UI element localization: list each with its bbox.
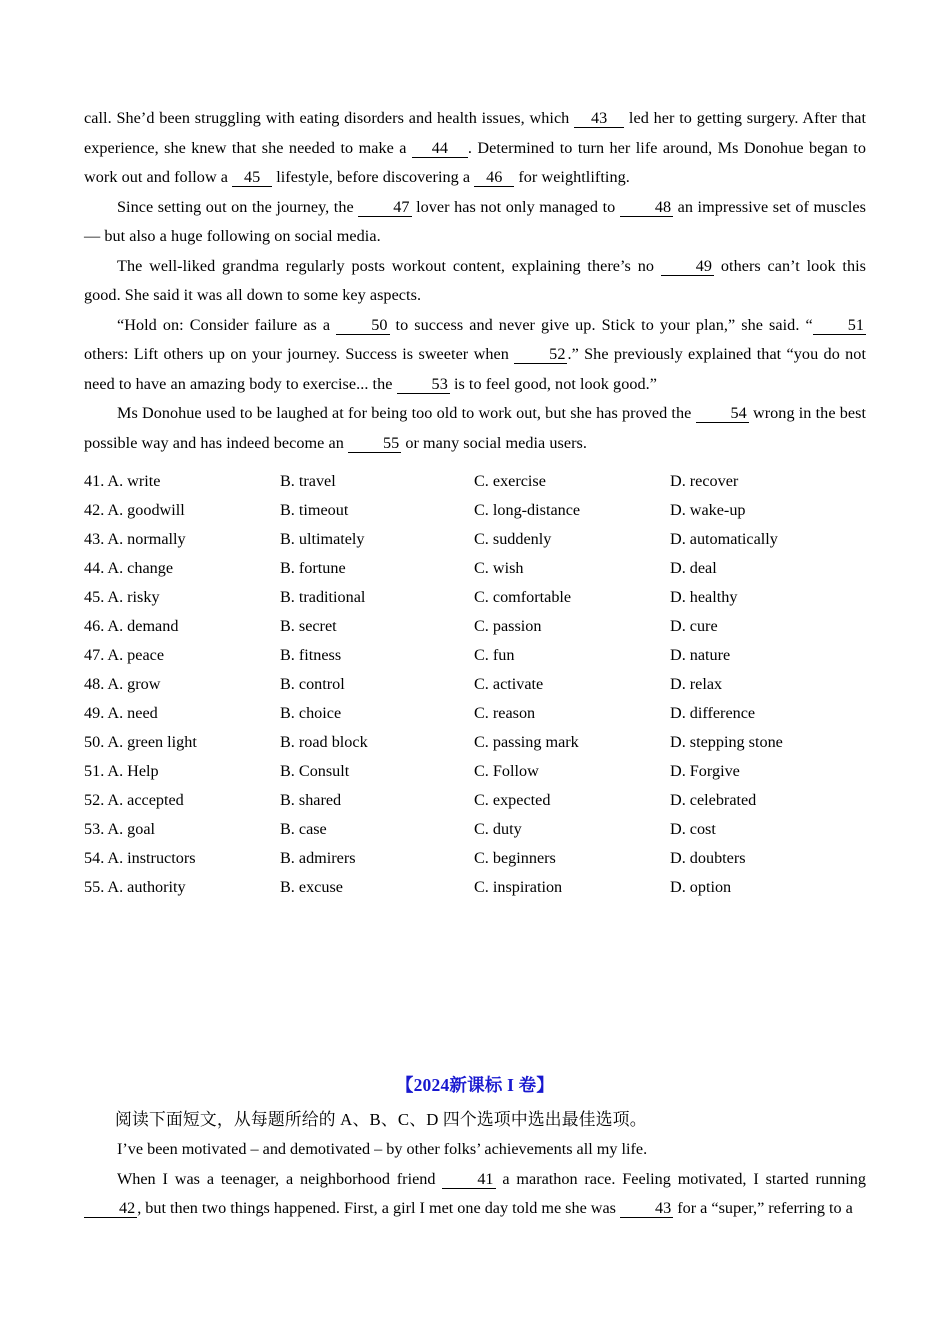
option-b-55[interactable]: B. excuse — [280, 878, 343, 896]
option-c-41[interactable]: C. exercise — [474, 472, 546, 490]
option-b-49[interactable]: B. choice — [280, 704, 342, 722]
next-passage-body — [84, 1135, 866, 1224]
option-b-42[interactable]: B. timeout — [280, 501, 349, 519]
option-row — [84, 670, 866, 699]
option-row — [84, 525, 866, 554]
blank-47[interactable]: 47 — [358, 199, 411, 217]
option-b-50[interactable]: B. road block — [280, 733, 368, 751]
option-a-54[interactable]: 54. A. instructors — [84, 849, 196, 867]
option-c-53[interactable]: C. duty — [474, 820, 522, 838]
blank-42[interactable]: 42 — [84, 1200, 137, 1218]
option-d-41[interactable]: D. recover — [670, 472, 739, 490]
option-c-45[interactable]: C. comfortable — [474, 588, 572, 606]
option-a-46[interactable]: 46. A. demand — [84, 617, 179, 635]
section-heading-2024: 【2024新课标 I 卷】 — [395, 1075, 555, 1095]
blank-45[interactable]: 45 — [232, 169, 272, 187]
option-a-47[interactable]: 47. A. peace — [84, 646, 165, 664]
option-c-51[interactable]: C. Follow — [474, 762, 539, 780]
option-d-51[interactable]: D. Forgive — [670, 762, 740, 780]
option-row — [84, 699, 866, 728]
option-b-51[interactable]: B. Consult — [280, 762, 350, 780]
option-c-44[interactable]: C. wish — [474, 559, 524, 577]
blank-51[interactable]: 51 — [813, 317, 866, 335]
option-a-50[interactable]: 50. A. green light — [84, 733, 197, 751]
option-row — [84, 641, 866, 670]
p-motivated: I’ve been motivated – and demotivated – by other folks’ achievements all my life. — [117, 1140, 648, 1158]
option-a-41[interactable]: 41. A. write — [84, 472, 161, 490]
option-a-45[interactable]: 45. A. risky — [84, 588, 160, 606]
option-a-51[interactable]: 51. A. Help — [84, 762, 159, 780]
document-page — [84, 104, 866, 1224]
p-teenager: When I was a teenager, a neighborhood friend 41 a marathon race. Feeling motivated, I started running 42 , but then two things happened. First, a girl I met one day told me she was 43 for a “super,” referring to a — [84, 1165, 866, 1224]
option-c-48[interactable]: C. activate — [474, 675, 544, 693]
option-row — [84, 583, 866, 612]
blank-55[interactable]: 55 — [348, 435, 401, 453]
option-a-48[interactable]: 48. A. grow — [84, 675, 161, 693]
option-b-54[interactable]: B. admirers — [280, 849, 356, 867]
option-c-55[interactable]: C. inspiration — [474, 878, 563, 896]
option-row — [84, 612, 866, 641]
option-b-43[interactable]: B. ultimately — [280, 530, 365, 548]
instruction-line: 阅读下面短文，从每题所给的 A、B、C、D 四个选项中选出最佳选项。 — [115, 1110, 647, 1129]
blank-43[interactable]: 43 — [574, 110, 624, 128]
option-c-54[interactable]: C. beginners — [474, 849, 556, 867]
option-a-49[interactable]: 49. A. need — [84, 704, 158, 722]
option-c-42[interactable]: C. long-distance — [474, 501, 581, 519]
option-d-43[interactable]: D. automatically — [670, 530, 778, 548]
option-b-48[interactable]: B. control — [280, 675, 345, 693]
option-row — [84, 467, 866, 496]
option-a-55[interactable]: 55. A. authority — [84, 878, 186, 896]
cloze-passage-body — [84, 104, 866, 458]
option-b-53[interactable]: B. case — [280, 820, 327, 838]
blank-52[interactable]: 52 — [514, 346, 567, 364]
blank-46[interactable]: 46 — [474, 169, 514, 187]
blank-48[interactable]: 48 — [620, 199, 673, 217]
blank-43[interactable]: 43 — [620, 1200, 673, 1218]
option-row — [84, 815, 866, 844]
option-c-52[interactable]: C. expected — [474, 791, 551, 809]
option-a-53[interactable]: 53. A. goal — [84, 820, 156, 838]
option-row — [84, 496, 866, 525]
option-d-47[interactable]: D. nature — [670, 646, 731, 664]
option-d-45[interactable]: D. healthy — [670, 588, 738, 606]
option-c-49[interactable]: C. reason — [474, 704, 536, 722]
option-b-52[interactable]: B. shared — [280, 791, 342, 809]
blank-50[interactable]: 50 — [336, 317, 389, 335]
p-hold-on: “Hold on: Consider failure as a 50 to success and never give up. Stick to your plan,” she said. “ 51 others: Lift others up on your journey. Success is sweeter when 52 .” She previously explained that “you do not need to have an amazing body to exercise... the 53 is to feel good, not look good.” — [84, 315, 866, 393]
option-d-55[interactable]: D. option — [670, 878, 732, 896]
option-d-44[interactable]: D. deal — [670, 559, 717, 577]
option-c-46[interactable]: C. passion — [474, 617, 542, 635]
option-d-54[interactable]: D. doubters — [670, 849, 746, 867]
option-c-43[interactable]: C. suddenly — [474, 530, 552, 548]
option-row — [84, 786, 866, 815]
p-grandma: The well-liked grandma regularly posts workout content, explaining there’s no 49 others can’t look this good. She said it was all down to some key aspects. — [84, 256, 866, 304]
option-b-46[interactable]: B. secret — [280, 617, 337, 635]
option-b-47[interactable]: B. fitness — [280, 646, 342, 664]
p-journey: Since setting out on the journey, the 47 lover has not only managed to 48 an impressive set of muscles — but also a huge following on social media. — [84, 197, 866, 245]
option-b-45[interactable]: B. traditional — [280, 588, 366, 606]
blank-53[interactable]: 53 — [397, 376, 450, 394]
option-row — [84, 844, 866, 873]
option-d-42[interactable]: D. wake-up — [670, 501, 746, 519]
option-d-46[interactable]: D. cure — [670, 617, 718, 635]
p-continuation: call. She’d been struggling with eating disorders and health issues, which 43 led her to getting surgery. After that experience, she knew that she needed to make a 44 . Determined to turn her life around, Ms Donohue began to work out and follow a 45 lifestyle, before discovering a 46 for weightlifting. — [84, 109, 867, 186]
blank-44[interactable]: 44 — [412, 140, 468, 158]
option-d-48[interactable]: D. relax — [670, 675, 723, 693]
option-row — [84, 728, 866, 757]
blank-41[interactable]: 41 — [442, 1171, 495, 1189]
blank-49[interactable]: 49 — [661, 258, 714, 276]
blank-54[interactable]: 54 — [696, 405, 749, 423]
options-list — [84, 467, 866, 902]
option-d-52[interactable]: D. celebrated — [670, 791, 757, 809]
p-laughed: Ms Donohue used to be laughed at for being too old to work out, but she has proved the 54 wrong in the best possible way and has indeed become an 55 or many social media users. — [84, 404, 866, 452]
option-c-50[interactable]: C. passing mark — [474, 733, 579, 751]
option-row — [84, 757, 866, 786]
option-a-44[interactable]: 44. A. change — [84, 559, 174, 577]
option-a-42[interactable]: 42. A. goodwill — [84, 501, 185, 519]
option-row — [84, 873, 866, 902]
option-row — [84, 554, 866, 583]
option-d-53[interactable]: D. cost — [670, 820, 716, 838]
option-b-41[interactable]: B. travel — [280, 472, 336, 490]
option-d-50[interactable]: D. stepping stone — [670, 733, 783, 751]
option-d-49[interactable]: D. difference — [670, 704, 756, 722]
option-c-47[interactable]: C. fun — [474, 646, 515, 664]
option-a-52[interactable]: 52. A. accepted — [84, 791, 184, 809]
option-a-43[interactable]: 43. A. normally — [84, 530, 186, 548]
option-b-44[interactable]: B. fortune — [280, 559, 346, 577]
